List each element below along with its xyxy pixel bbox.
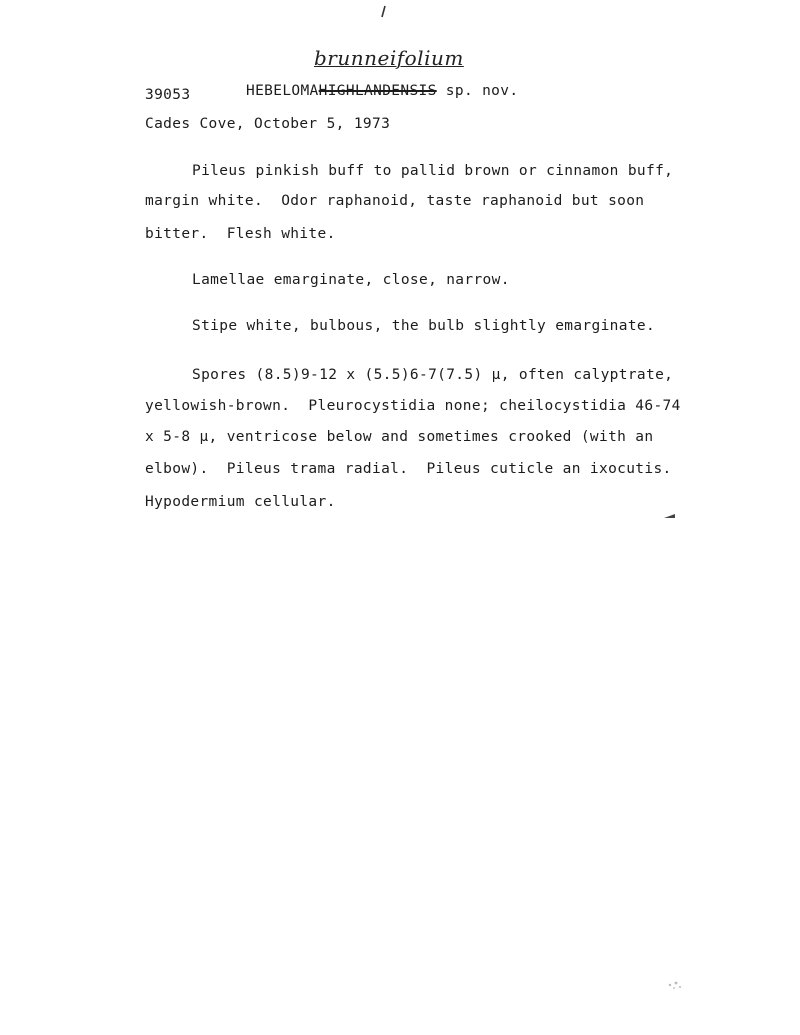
scan-mark-right xyxy=(663,512,677,520)
scan-mark-top xyxy=(380,4,388,20)
species-suffix: sp. nov. xyxy=(445,83,519,99)
pileus-line-1: Pileus pinkish buff to pallid brown or cinnamon buff, xyxy=(192,163,674,179)
struck-epithet: HIGHLANDENSIS xyxy=(318,83,437,99)
scan-smudge-bottom xyxy=(664,976,688,994)
spores-line-2: yellowish-brown. Pleurocystidia none; cheilocystidia 46-74 xyxy=(145,398,681,414)
spores-line-4: elbow). Pileus trama radial. Pileus cuticle an ixocutis. xyxy=(145,461,672,477)
spores-line-5: Hypodermium cellular. xyxy=(145,494,336,510)
genus-name: HEBELOMA xyxy=(246,83,319,99)
spores-line-1: Spores (8.5)9-12 x (5.5)6-7(7.5) μ, often calyptrate, xyxy=(192,367,674,383)
spores-line-3: x 5-8 μ, ventricose below and sometimes crooked (with an xyxy=(145,429,654,445)
lamellae-text: Lamellae emarginate, close, narrow. xyxy=(192,272,510,288)
pileus-line-2: margin white. Odor raphanoid, taste raphanoid but soon xyxy=(145,193,645,209)
locality-date: Cades Cove, October 5, 1973 xyxy=(145,116,391,132)
accession-number: 39053 xyxy=(145,87,191,103)
species-title xyxy=(246,83,518,99)
handwritten-species-name: brunneifolium xyxy=(314,46,464,70)
pileus-line-3: bitter. Flesh white. xyxy=(145,226,336,242)
stipe-text: Stipe white, bulbous, the bulb slightly emarginate. xyxy=(192,318,656,334)
